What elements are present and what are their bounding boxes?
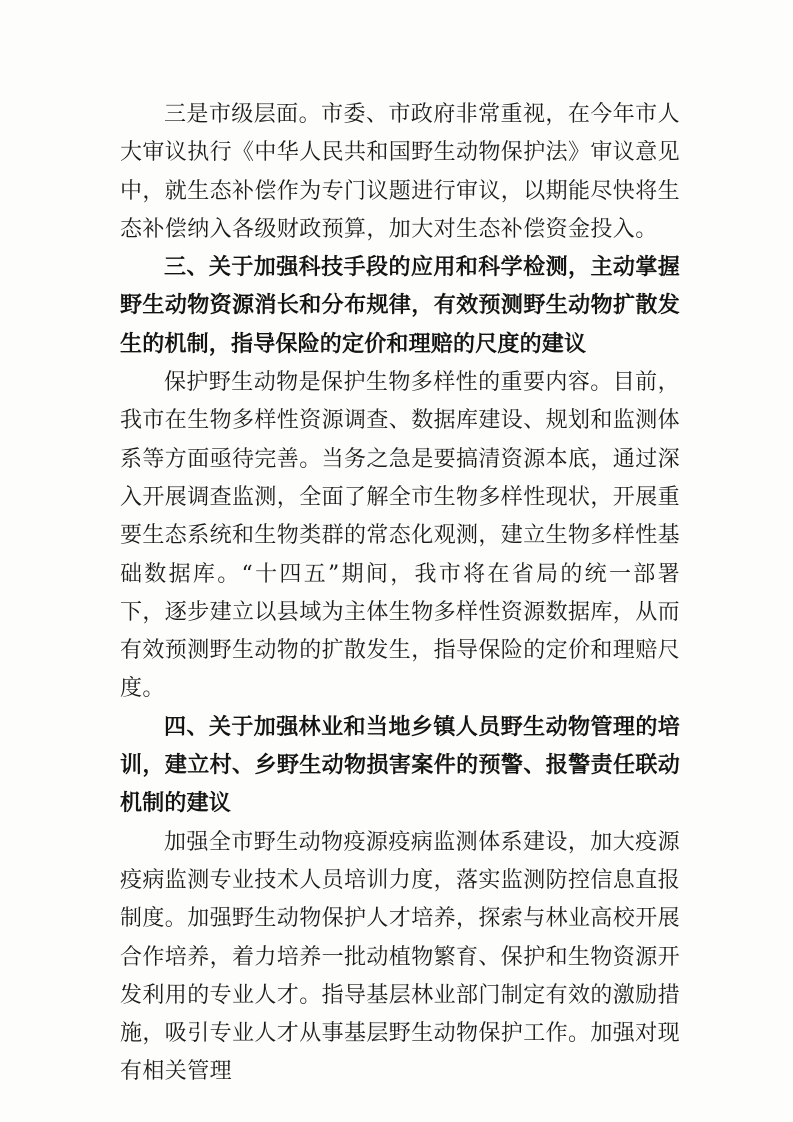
document-body: [120, 96, 680, 1092]
paragraph-personnel-training: 加强全市野生动物疫源疫病监测体系建设，加大疫源疫病监测专业技术人员培训力度，落实监测防控信息直报制度。加强野生动物保护人才培养，探索与林业高校开展合作培养，着力培养一批动植物繁育、保护和生物资源开发利用的专业人才。指导基层林业部门制定有效的激励措施，吸引专业人才从事基层野生动物保护工作。加强对现有相关管理: [120, 829, 681, 1085]
section-heading-3: 三、关于加强科技手段的应用和科学检测，主动掌握野生动物资源消长和分布规律，有效预测野生动物扩散发生的机制，指导保险的定价和理赔的尺度的建议: [120, 255, 680, 357]
paragraph-municipal-level: 三是市级层面。市委、市政府非常重视，在今年市人大审议执行《中华人民共和国野生动物保护法》审议意见中，就生态补偿作为专门议题进行审议，以期能尽快将生态补偿纳入各级财政预算，加大对生态补偿资金投入。: [120, 102, 681, 242]
paragraph-biodiversity-monitoring: 保护野生动物是保护生物多样性的重要内容。目前，我市在生物多样性资源调查、数据库建设、规划和监测体系等方面亟待完善。当务之急是要搞清资源本底，通过深入开展调查监测，全面了解全市生物多样性现状，开展重要生态系统和生物类群的常态化观测，建立生物多样性基础数据库。“十四五”期间，我市将在省局的统一部署下，逐步建立以县域为主体生物多样性资源数据库，从而有效预测野生动物的扩散发生，指导保险的定价和理赔尺度。: [120, 370, 681, 702]
section-heading-4: 四、关于加强林业和当地乡镇人员野生动物管理的培训，建立村、乡野生动物损害案件的预警、报警责任联动机制的建议: [120, 714, 680, 817]
